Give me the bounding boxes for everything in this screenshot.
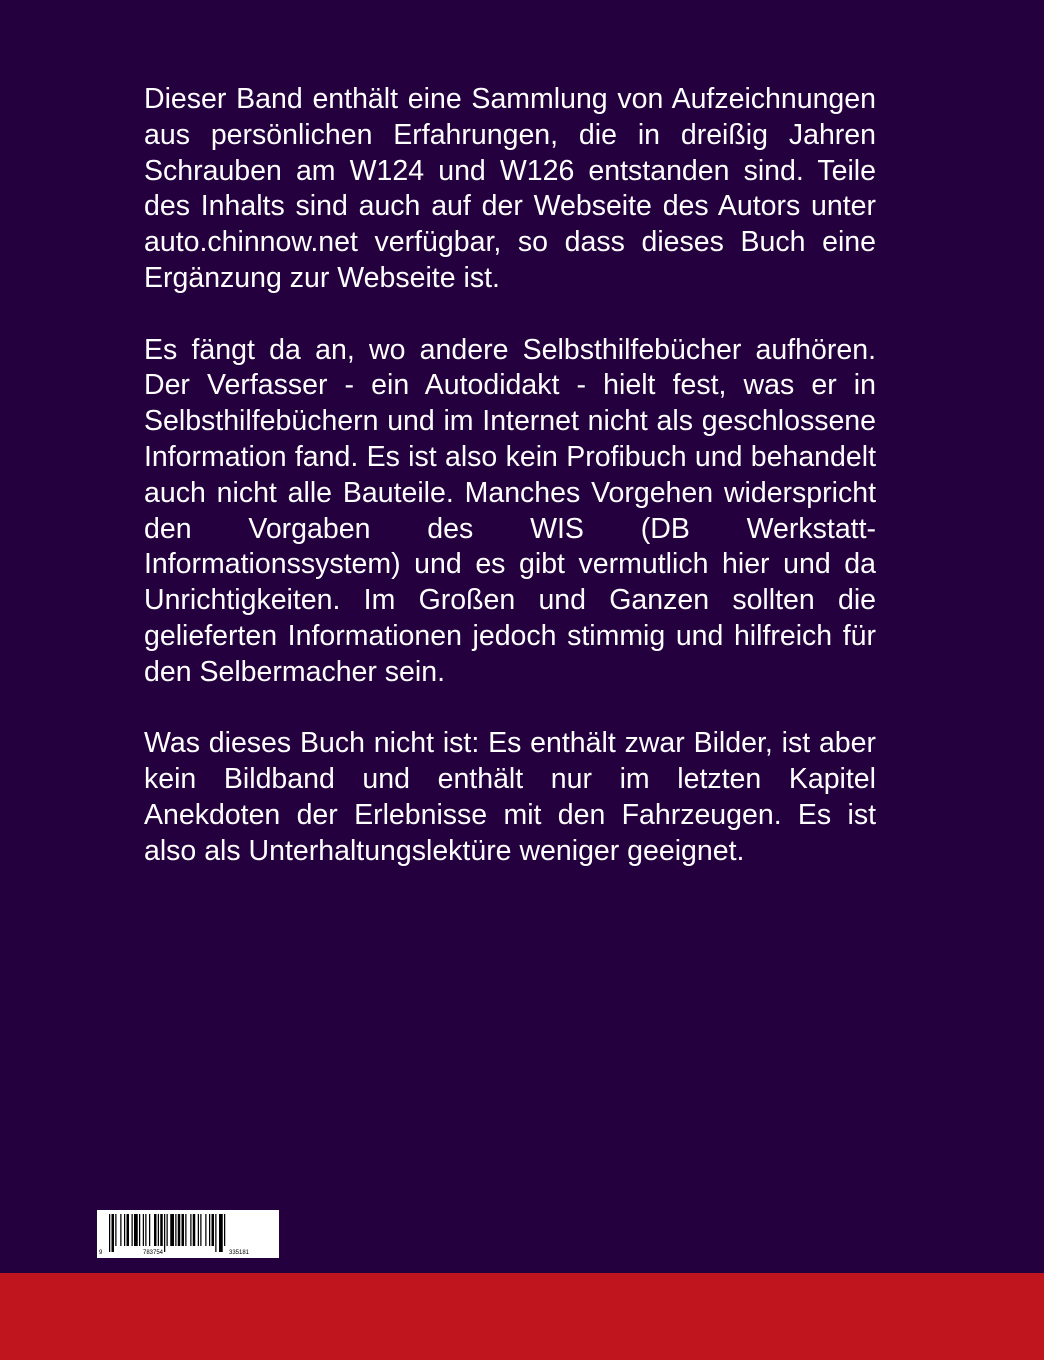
barcode-bar xyxy=(127,1214,130,1246)
barcode-bar xyxy=(132,1214,133,1246)
barcode-digits-right: 335181 xyxy=(229,1250,250,1256)
barcode-bar xyxy=(175,1214,176,1246)
barcode-digit-lead: 9 xyxy=(99,1250,103,1256)
barcode-bar xyxy=(200,1214,201,1246)
barcode-bar xyxy=(167,1214,168,1246)
barcode-bar xyxy=(134,1214,138,1246)
barcode-bars xyxy=(109,1214,225,1252)
barcode-bar xyxy=(190,1214,191,1246)
barcode-bar xyxy=(193,1214,196,1246)
blurb-text xyxy=(144,82,876,870)
barcode-bar xyxy=(124,1214,125,1246)
barcode-graphic xyxy=(97,1210,279,1258)
barcode-bar xyxy=(139,1214,140,1246)
barcode-bar xyxy=(120,1214,121,1246)
barcode-bar xyxy=(112,1214,115,1252)
barcode-bar xyxy=(143,1214,144,1246)
barcode-bar xyxy=(109,1214,110,1252)
barcode-bar xyxy=(145,1214,146,1246)
barcode-bar xyxy=(158,1214,159,1246)
barcode-bar xyxy=(160,1214,163,1246)
blurb-paragraph-2: Es fängt da an, wo andere Selbsthilfebücher aufhören. Der Verfasser - ein Autodidakt - hielt fest, was er in Selbsthilfebüchern und im Internet nicht als geschlossene Information fand. Es ist also kein Profibuch und behandelt auch nicht alle Bauteile. Manches Vorgehen widerspricht den Vorgaben des WIS (DB Werkstatt-Informationssystem) und es gibt vermutlich hier und da Unrichtigkeiten. Im Großen und Ganzen sollten die gelieferten Informationen jedoch stimmig und hilfreich für den Selbermacher sein. xyxy=(144,333,876,688)
blurb-paragraph-3: Was dieses Buch nicht ist: Es enthält zwar Bilder, ist aber kein Bildband und enthält nur im letzten Kapitel Anekdoten der Erlebnisse mit den Fahrzeugen. Es ist also als Unterhaltungslektüre weniger geeignet. xyxy=(144,727,876,867)
barcode-digits-left: 783754 xyxy=(143,1250,164,1256)
barcode-bar xyxy=(215,1214,216,1252)
bottom-color-strip xyxy=(0,1273,1044,1360)
barcode-bar xyxy=(224,1214,225,1246)
barcode-bar xyxy=(164,1214,165,1252)
isbn-barcode xyxy=(97,1210,279,1258)
barcode-bar xyxy=(212,1214,215,1246)
barcode-bar xyxy=(154,1214,157,1246)
barcode-bar xyxy=(170,1214,174,1246)
barcode-bar xyxy=(198,1214,199,1246)
barcode-bar xyxy=(205,1214,206,1246)
barcode-bar xyxy=(209,1214,210,1246)
barcode-bar xyxy=(178,1214,181,1246)
barcode-bar xyxy=(182,1214,185,1246)
barcode-bar xyxy=(185,1214,186,1246)
barcode-bar xyxy=(149,1214,150,1246)
blurb-paragraph-1: Dieser Band enthält eine Sammlung von Aufzeichnungen aus persönlichen Erfahrungen, die in dreißig Jahren Schrauben am W124 und W126 entstanden sind. Teile des Inhalts sind auch auf der Webseite des Autors unter auto.chinnow.net verfügbar, so dass dieses Buch eine Ergänzung zur Webseite ist. xyxy=(144,83,876,294)
barcode-bar xyxy=(219,1214,223,1252)
barcode-bar xyxy=(115,1214,116,1246)
